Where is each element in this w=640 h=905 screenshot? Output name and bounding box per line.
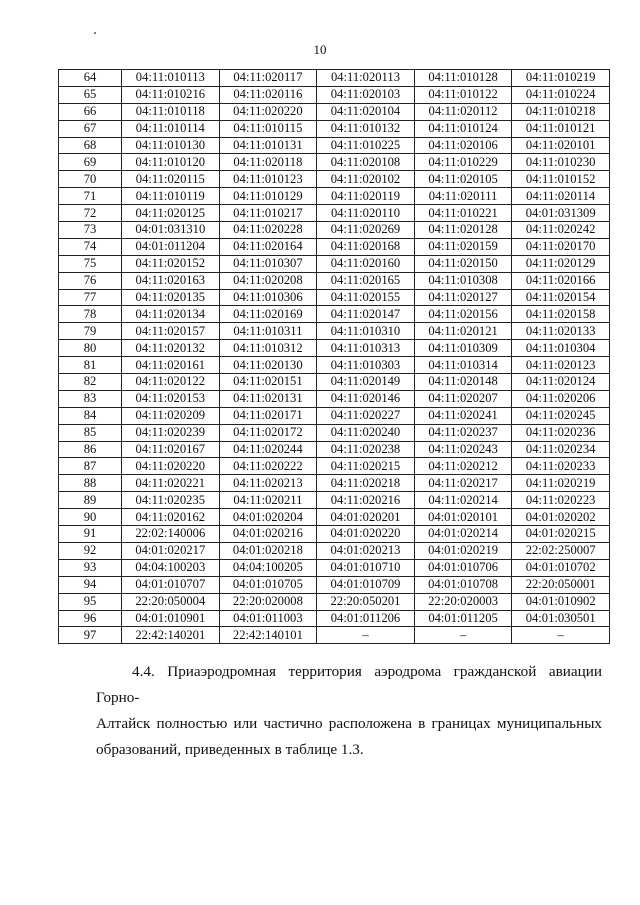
table-row bbox=[59, 205, 610, 222]
cadastral-number-cell: 04:11:020156 bbox=[414, 306, 512, 323]
cadastral-quarters-table bbox=[58, 69, 610, 644]
cadastral-number-cell: 04:11:020112 bbox=[414, 103, 512, 120]
cadastral-number-cell: – bbox=[512, 627, 610, 644]
cadastral-number-cell: 04:11:010229 bbox=[414, 154, 512, 171]
cadastral-number-cell: 04:11:020146 bbox=[317, 390, 415, 407]
cadastral-number-cell: 04:11:020206 bbox=[512, 390, 610, 407]
cadastral-number-cell: 04:11:020122 bbox=[122, 374, 220, 391]
cadastral-number-cell: 04:01:020220 bbox=[317, 526, 415, 543]
table-row bbox=[59, 188, 610, 205]
cadastral-number-cell: 04:11:020217 bbox=[414, 475, 512, 492]
row-number-cell: 79 bbox=[59, 323, 122, 340]
cadastral-number-cell: 04:11:020244 bbox=[219, 441, 317, 458]
cadastral-number-cell: 04:11:020124 bbox=[512, 374, 610, 391]
cadastral-number-cell: 04:01:011205 bbox=[414, 610, 512, 627]
cadastral-number-cell: 04:11:020228 bbox=[219, 222, 317, 239]
row-number-cell: 68 bbox=[59, 137, 122, 154]
cadastral-number-cell: 04:11:020158 bbox=[512, 306, 610, 323]
row-number-cell: 96 bbox=[59, 610, 122, 627]
page-number: 10 bbox=[313, 42, 327, 57]
cadastral-number-cell: 22:02:250007 bbox=[512, 542, 610, 559]
table-row bbox=[59, 238, 610, 255]
cadastral-number-cell: 04:11:020102 bbox=[317, 171, 415, 188]
cadastral-number-cell: 04:11:010225 bbox=[317, 137, 415, 154]
row-number-cell: 67 bbox=[59, 120, 122, 137]
row-number-cell: 88 bbox=[59, 475, 122, 492]
table-row bbox=[59, 222, 610, 239]
cadastral-number-cell: 04:11:010118 bbox=[122, 103, 220, 120]
cadastral-number-cell: 04:11:010224 bbox=[512, 86, 610, 103]
cadastral-number-cell: 04:11:020220 bbox=[219, 103, 317, 120]
cadastral-number-cell: 04:11:010114 bbox=[122, 120, 220, 137]
cadastral-number-cell: 04:11:010119 bbox=[122, 188, 220, 205]
cadastral-number-cell: – bbox=[414, 627, 512, 644]
cadastral-number-cell: 04:11:020242 bbox=[512, 222, 610, 239]
cadastral-number-cell: 04:11:020135 bbox=[122, 289, 220, 306]
row-number-cell: 90 bbox=[59, 509, 122, 526]
cadastral-number-cell: 04:11:010216 bbox=[122, 86, 220, 103]
cadastral-number-cell: 04:11:020159 bbox=[414, 238, 512, 255]
cadastral-number-cell: 04:11:020165 bbox=[317, 272, 415, 289]
cadastral-number-cell: 04:11:020133 bbox=[512, 323, 610, 340]
row-number-cell: 64 bbox=[59, 70, 122, 87]
table-row bbox=[59, 171, 610, 188]
cadastral-number-cell: 04:11:020211 bbox=[219, 492, 317, 509]
cadastral-number-cell: 04:11:020235 bbox=[122, 492, 220, 509]
cadastral-number-cell: 04:04:100205 bbox=[219, 559, 317, 576]
cadastral-number-cell: 04:01:010708 bbox=[414, 576, 512, 593]
cadastral-number-cell: 04:11:010221 bbox=[414, 205, 512, 222]
cadastral-number-cell: 04:11:020132 bbox=[122, 340, 220, 357]
cadastral-number-cell: 04:11:020236 bbox=[512, 424, 610, 441]
table-row bbox=[59, 120, 610, 137]
cadastral-number-cell: 04:11:020111 bbox=[414, 188, 512, 205]
cadastral-number-cell: 04:11:020116 bbox=[219, 86, 317, 103]
table-row bbox=[59, 103, 610, 120]
cadastral-number-cell: 04:11:020152 bbox=[122, 255, 220, 272]
cadastral-number-cell: 04:11:020119 bbox=[317, 188, 415, 205]
cadastral-number-cell: 04:11:020241 bbox=[414, 407, 512, 424]
cadastral-number-cell: 04:01:010902 bbox=[512, 593, 610, 610]
table-row bbox=[59, 255, 610, 272]
cadastral-number-cell: 04:11:020163 bbox=[122, 272, 220, 289]
table-row bbox=[59, 458, 610, 475]
row-number-cell: 77 bbox=[59, 289, 122, 306]
cadastral-number-cell: 04:11:020171 bbox=[219, 407, 317, 424]
cadastral-number-cell: 04:11:020121 bbox=[414, 323, 512, 340]
cadastral-number-cell: 22:42:140101 bbox=[219, 627, 317, 644]
cadastral-number-cell: 04:01:020219 bbox=[414, 542, 512, 559]
cadastral-number-cell: 04:11:020172 bbox=[219, 424, 317, 441]
cadastral-number-cell: 04:01:011204 bbox=[122, 238, 220, 255]
cadastral-number-cell: 04:11:020240 bbox=[317, 424, 415, 441]
paragraph-line: 4.4. Приаэродромная территория аэродрома гражданской авиации Горно- bbox=[96, 663, 602, 706]
cadastral-number-cell: 04:11:020115 bbox=[122, 171, 220, 188]
cadastral-number-cell: 04:11:020134 bbox=[122, 306, 220, 323]
table-row bbox=[59, 441, 610, 458]
cadastral-number-cell: 04:11:020106 bbox=[414, 137, 512, 154]
cadastral-number-cell: 22:20:020008 bbox=[219, 593, 317, 610]
cadastral-number-cell: 04:11:020118 bbox=[219, 154, 317, 171]
row-number-cell: 89 bbox=[59, 492, 122, 509]
cadastral-number-cell: 04:11:020161 bbox=[122, 357, 220, 374]
table-row bbox=[59, 610, 610, 627]
table-row bbox=[59, 526, 610, 543]
row-number-cell: 95 bbox=[59, 593, 122, 610]
cadastral-number-cell: 04:11:010123 bbox=[219, 171, 317, 188]
row-number-cell: 70 bbox=[59, 171, 122, 188]
cadastral-number-cell: 04:11:020269 bbox=[317, 222, 415, 239]
row-number-cell: 74 bbox=[59, 238, 122, 255]
row-number-cell: 82 bbox=[59, 374, 122, 391]
cadastral-number-cell: 22:20:050201 bbox=[317, 593, 415, 610]
row-number-cell: 93 bbox=[59, 559, 122, 576]
cadastral-number-cell: 04:01:011003 bbox=[219, 610, 317, 627]
cadastral-number-cell: 04:11:010113 bbox=[122, 70, 220, 87]
cadastral-number-cell: 04:11:020219 bbox=[512, 475, 610, 492]
cadastral-number-cell: 04:11:020233 bbox=[512, 458, 610, 475]
cadastral-number-cell: 04:01:020218 bbox=[219, 542, 317, 559]
cadastral-number-cell: 22:20:020003 bbox=[414, 593, 512, 610]
table-row bbox=[59, 576, 610, 593]
row-number-cell: 87 bbox=[59, 458, 122, 475]
cadastral-number-cell: 04:11:010130 bbox=[122, 137, 220, 154]
cadastral-number-cell: 04:11:020147 bbox=[317, 306, 415, 323]
table-row bbox=[59, 154, 610, 171]
cadastral-number-cell: 04:11:020123 bbox=[512, 357, 610, 374]
row-number-cell: 92 bbox=[59, 542, 122, 559]
cadastral-number-cell: 04:11:020148 bbox=[414, 374, 512, 391]
cadastral-number-cell: 04:11:010129 bbox=[219, 188, 317, 205]
cadastral-number-cell: 04:11:010124 bbox=[414, 120, 512, 137]
cadastral-number-cell: 04:11:020215 bbox=[317, 458, 415, 475]
cadastral-number-cell: 04:11:020117 bbox=[219, 70, 317, 87]
cadastral-number-cell: 04:01:011206 bbox=[317, 610, 415, 627]
cadastral-number-cell: 04:01:010705 bbox=[219, 576, 317, 593]
cadastral-number-cell: 04:11:020125 bbox=[122, 205, 220, 222]
cadastral-number-cell: 04:01:020202 bbox=[512, 509, 610, 526]
cadastral-number-cell: 04:11:020168 bbox=[317, 238, 415, 255]
table-row bbox=[59, 509, 610, 526]
row-number-cell: 69 bbox=[59, 154, 122, 171]
cadastral-number-cell: 22:42:140201 bbox=[122, 627, 220, 644]
cadastral-number-cell: 04:11:020129 bbox=[512, 255, 610, 272]
cadastral-number-cell: 04:11:020131 bbox=[219, 390, 317, 407]
cadastral-number-cell: 04:11:020160 bbox=[317, 255, 415, 272]
cadastral-number-cell: 04:11:010313 bbox=[317, 340, 415, 357]
cadastral-number-cell: 04:11:010311 bbox=[219, 323, 317, 340]
cadastral-number-cell: 04:11:010306 bbox=[219, 289, 317, 306]
row-number-cell: 65 bbox=[59, 86, 122, 103]
cadastral-number-cell: 04:01:010702 bbox=[512, 559, 610, 576]
row-number-cell: 91 bbox=[59, 526, 122, 543]
cadastral-number-cell: 04:11:010230 bbox=[512, 154, 610, 171]
cadastral-number-cell: 04:04:100203 bbox=[122, 559, 220, 576]
cadastral-number-cell: 04:01:020214 bbox=[414, 526, 512, 543]
table-row bbox=[59, 137, 610, 154]
cadastral-number-cell: 04:01:031310 bbox=[122, 222, 220, 239]
cadastral-number-cell: 04:11:010314 bbox=[414, 357, 512, 374]
row-number-cell: 85 bbox=[59, 424, 122, 441]
cadastral-number-cell: 04:11:020237 bbox=[414, 424, 512, 441]
cadastral-number-cell: 04:01:020215 bbox=[512, 526, 610, 543]
cadastral-number-cell: – bbox=[317, 627, 415, 644]
cadastral-number-cell: 04:11:010120 bbox=[122, 154, 220, 171]
table-row bbox=[59, 424, 610, 441]
cadastral-number-cell: 04:11:020164 bbox=[219, 238, 317, 255]
paragraph-line: Алтайск полностью или частично расположена в границах муниципальных bbox=[96, 715, 602, 732]
cadastral-number-cell: 04:11:020103 bbox=[317, 86, 415, 103]
table-row bbox=[59, 559, 610, 576]
cadastral-number-cell: 04:11:010217 bbox=[219, 205, 317, 222]
cadastral-table-container bbox=[58, 69, 603, 644]
table-row bbox=[59, 306, 610, 323]
paragraph-line: образований, приведенных в таблице 1.3. bbox=[96, 741, 364, 758]
cadastral-number-cell: 04:11:010312 bbox=[219, 340, 317, 357]
row-number-cell: 86 bbox=[59, 441, 122, 458]
cadastral-number-cell: 04:11:010131 bbox=[219, 137, 317, 154]
cadastral-number-cell: 04:01:010706 bbox=[414, 559, 512, 576]
table-body bbox=[59, 70, 610, 644]
table-row bbox=[59, 407, 610, 424]
cadastral-number-cell: 04:11:020108 bbox=[317, 154, 415, 171]
cadastral-number-cell: 04:01:020213 bbox=[317, 542, 415, 559]
row-number-cell: 66 bbox=[59, 103, 122, 120]
cadastral-number-cell: 04:11:010304 bbox=[512, 340, 610, 357]
cadastral-number-cell: 04:11:010132 bbox=[317, 120, 415, 137]
cadastral-number-cell: 04:11:020167 bbox=[122, 441, 220, 458]
cadastral-number-cell: 04:11:010218 bbox=[512, 103, 610, 120]
cadastral-number-cell: 04:11:020153 bbox=[122, 390, 220, 407]
row-number-cell: 75 bbox=[59, 255, 122, 272]
cadastral-number-cell: 04:11:020212 bbox=[414, 458, 512, 475]
cadastral-number-cell: 04:11:020154 bbox=[512, 289, 610, 306]
section-paragraph bbox=[96, 659, 602, 763]
cadastral-number-cell: 04:11:010309 bbox=[414, 340, 512, 357]
cadastral-number-cell: 04:11:010121 bbox=[512, 120, 610, 137]
cadastral-number-cell: 04:11:020214 bbox=[414, 492, 512, 509]
cadastral-number-cell: 04:11:020238 bbox=[317, 441, 415, 458]
cadastral-number-cell: 04:11:020227 bbox=[317, 407, 415, 424]
table-row bbox=[59, 593, 610, 610]
cadastral-number-cell: 04:11:010310 bbox=[317, 323, 415, 340]
cadastral-number-cell: 04:11:020220 bbox=[122, 458, 220, 475]
cadastral-number-cell: 04:11:020223 bbox=[512, 492, 610, 509]
cadastral-number-cell: 04:11:020113 bbox=[317, 70, 415, 87]
row-number-cell: 80 bbox=[59, 340, 122, 357]
row-number-cell: 83 bbox=[59, 390, 122, 407]
table-row bbox=[59, 374, 610, 391]
cadastral-number-cell: 04:01:020204 bbox=[219, 509, 317, 526]
cadastral-number-cell: 04:11:020243 bbox=[414, 441, 512, 458]
cadastral-number-cell: 04:11:010308 bbox=[414, 272, 512, 289]
cadastral-number-cell: 04:01:010710 bbox=[317, 559, 415, 576]
cadastral-number-cell: 04:11:020169 bbox=[219, 306, 317, 323]
table-row bbox=[59, 390, 610, 407]
row-number-cell: 76 bbox=[59, 272, 122, 289]
cadastral-number-cell: 04:01:010901 bbox=[122, 610, 220, 627]
row-number-cell: 72 bbox=[59, 205, 122, 222]
cadastral-number-cell: 04:11:020218 bbox=[317, 475, 415, 492]
cadastral-number-cell: 04:11:020105 bbox=[414, 171, 512, 188]
cadastral-number-cell: 04:11:020239 bbox=[122, 424, 220, 441]
cadastral-number-cell: 04:11:010303 bbox=[317, 357, 415, 374]
cadastral-number-cell: 04:01:020216 bbox=[219, 526, 317, 543]
row-number-cell: 94 bbox=[59, 576, 122, 593]
row-number-cell: 73 bbox=[59, 222, 122, 239]
cadastral-number-cell: 04:11:020209 bbox=[122, 407, 220, 424]
cadastral-number-cell: 04:11:020155 bbox=[317, 289, 415, 306]
cadastral-number-cell: 22:02:140006 bbox=[122, 526, 220, 543]
cadastral-number-cell: 04:11:020213 bbox=[219, 475, 317, 492]
cadastral-number-cell: 04:11:020170 bbox=[512, 238, 610, 255]
cadastral-number-cell: 04:11:020127 bbox=[414, 289, 512, 306]
cadastral-number-cell: 04:11:020128 bbox=[414, 222, 512, 239]
cadastral-number-cell: 04:01:031309 bbox=[512, 205, 610, 222]
cadastral-number-cell: 04:11:020245 bbox=[512, 407, 610, 424]
row-number-cell: 78 bbox=[59, 306, 122, 323]
table-row bbox=[59, 627, 610, 644]
row-number-cell: 71 bbox=[59, 188, 122, 205]
cadastral-number-cell: 04:11:020110 bbox=[317, 205, 415, 222]
cadastral-number-cell: 04:01:020201 bbox=[317, 509, 415, 526]
row-number-cell: 81 bbox=[59, 357, 122, 374]
cadastral-number-cell: 04:11:020216 bbox=[317, 492, 415, 509]
cadastral-number-cell: 04:01:020217 bbox=[122, 542, 220, 559]
table-row bbox=[59, 492, 610, 509]
cadastral-number-cell: 04:11:020130 bbox=[219, 357, 317, 374]
cadastral-number-cell: 04:11:020222 bbox=[219, 458, 317, 475]
table-row bbox=[59, 289, 610, 306]
cadastral-number-cell: 04:11:010152 bbox=[512, 171, 610, 188]
cadastral-number-cell: 04:11:010128 bbox=[414, 70, 512, 87]
cadastral-number-cell: 04:11:010307 bbox=[219, 255, 317, 272]
table-row bbox=[59, 86, 610, 103]
cadastral-number-cell: 04:11:020150 bbox=[414, 255, 512, 272]
cadastral-number-cell: 04:11:020114 bbox=[512, 188, 610, 205]
cadastral-number-cell: 04:11:010219 bbox=[512, 70, 610, 87]
table-row bbox=[59, 70, 610, 87]
cadastral-number-cell: 04:01:010707 bbox=[122, 576, 220, 593]
cadastral-number-cell: 04:01:010709 bbox=[317, 576, 415, 593]
scan-speck bbox=[94, 32, 96, 34]
cadastral-number-cell: 04:11:020208 bbox=[219, 272, 317, 289]
cadastral-number-cell: 04:11:020207 bbox=[414, 390, 512, 407]
cadastral-number-cell: 04:11:020157 bbox=[122, 323, 220, 340]
cadastral-number-cell: 04:11:020221 bbox=[122, 475, 220, 492]
cadastral-number-cell: 04:11:020101 bbox=[512, 137, 610, 154]
cadastral-number-cell: 04:11:020162 bbox=[122, 509, 220, 526]
cadastral-number-cell: 04:11:020149 bbox=[317, 374, 415, 391]
table-row bbox=[59, 340, 610, 357]
table-row bbox=[59, 357, 610, 374]
table-row bbox=[59, 542, 610, 559]
cadastral-number-cell: 04:01:020101 bbox=[414, 509, 512, 526]
table-row bbox=[59, 323, 610, 340]
cadastral-number-cell: 04:11:020166 bbox=[512, 272, 610, 289]
cadastral-number-cell: 04:01:030501 bbox=[512, 610, 610, 627]
row-number-cell: 84 bbox=[59, 407, 122, 424]
cadastral-number-cell: 04:11:020104 bbox=[317, 103, 415, 120]
cadastral-number-cell: 04:11:020234 bbox=[512, 441, 610, 458]
cadastral-number-cell: 22:20:050001 bbox=[512, 576, 610, 593]
cadastral-number-cell: 04:11:010115 bbox=[219, 120, 317, 137]
cadastral-number-cell: 04:11:020151 bbox=[219, 374, 317, 391]
cadastral-number-cell: 22:20:050004 bbox=[122, 593, 220, 610]
table-row bbox=[59, 272, 610, 289]
row-number-cell: 97 bbox=[59, 627, 122, 644]
cadastral-number-cell: 04:11:010122 bbox=[414, 86, 512, 103]
table-row bbox=[59, 475, 610, 492]
